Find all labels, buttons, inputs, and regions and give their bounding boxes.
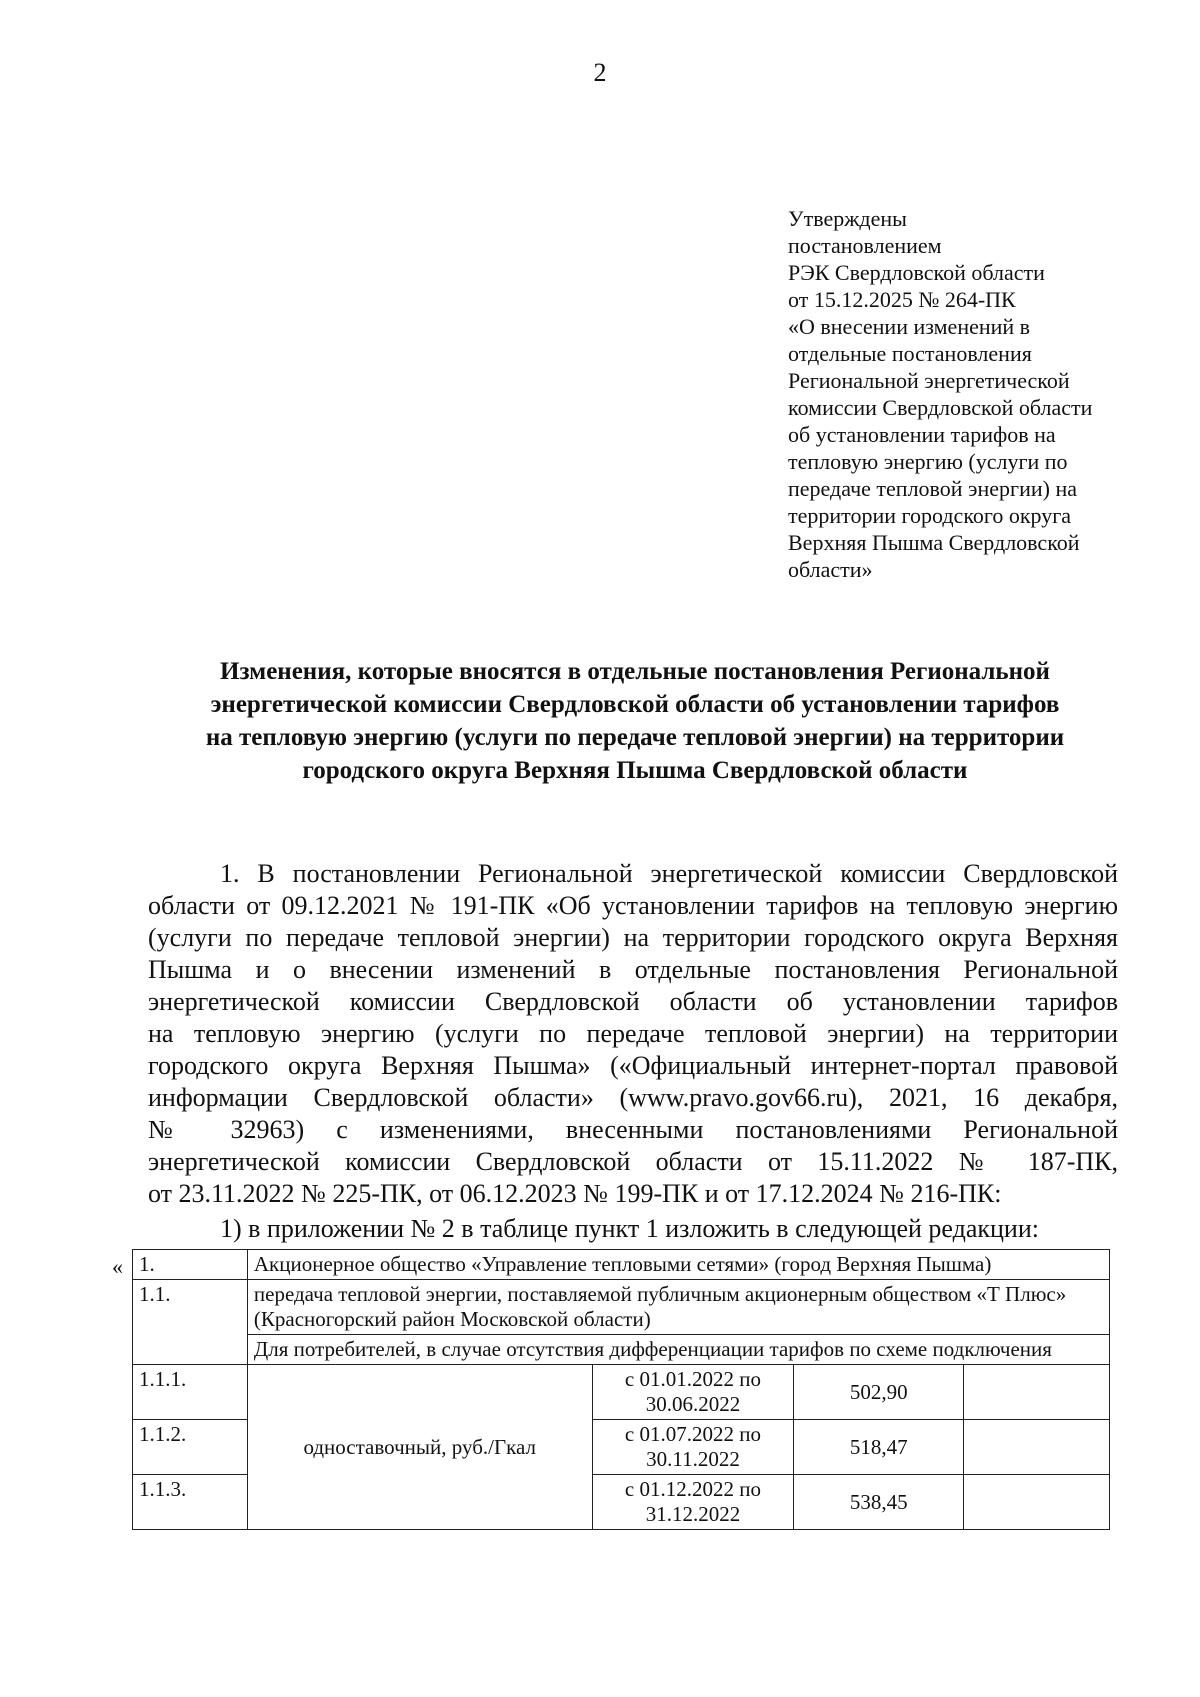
- paragraph-line: Пышма и о внесении изменений в отдельные постановления Региональной: [148, 955, 1118, 984]
- tariff-value: 538,45: [794, 1475, 964, 1530]
- period-cell: с 01.07.2022 по 30.11.2022: [592, 1420, 794, 1475]
- service-description: передача тепловой энергии, поставляемой публичным акционерным обществом «Т Плюс» (Красногорский район Московской области): [247, 1280, 1109, 1335]
- approval-line: постановлением: [788, 233, 942, 258]
- empty-cell: [964, 1475, 1110, 1530]
- empty-cell: [964, 1420, 1110, 1475]
- paragraph-line: на тепловую энергию (услуги по передаче тепловой энергии) на территории: [148, 1019, 1118, 1048]
- organization-name: Акционерное общество «Управление тепловыми сетями» (город Верхняя Пышма): [247, 1250, 1109, 1280]
- approval-line: территории городского округа: [788, 503, 1072, 528]
- opening-quote-mark: «: [112, 1254, 123, 1279]
- approval-line: «О внесении изменений в: [788, 314, 1031, 339]
- title-line: на тепловую энергию (услуги по передаче тепловой энергии) на территории: [205, 724, 1065, 751]
- row-number: 1.1.3.: [133, 1475, 248, 1530]
- main-paragraph: [148, 858, 1118, 1210]
- tariff-value: 502,90: [794, 1365, 964, 1420]
- table-row: [133, 1280, 1110, 1335]
- paragraph-line: № 32963) с изменениями, внесенными постановлениями Региональной: [148, 1115, 1118, 1144]
- approval-line: Утверждены: [788, 206, 907, 231]
- paragraph-line: от 23.11.2022 № 225-ПК, от 06.12.2023 № 199-ПК и от 17.12.2024 № 216-ПК:: [148, 1179, 1002, 1208]
- paragraph-line: области от 09.12.2021 № 191-ПК «Об установлении тарифов на тепловую энергию: [148, 891, 1118, 920]
- tariff-type: одноставочный, руб./Гкал: [247, 1365, 592, 1530]
- document-title: [140, 655, 1130, 787]
- title-line: городского округа Верхняя Пышма Свердловской области: [302, 757, 968, 784]
- paragraph-line: информации Свердловской области» (www.pravo.gov66.ru), 2021, 16 декабря,: [148, 1083, 1118, 1112]
- period-cell: с 01.01.2022 по 30.06.2022: [592, 1365, 794, 1420]
- row-number: 1.1.1.: [133, 1365, 248, 1420]
- paragraph-line: энергетической комиссии Свердловской области об установлении тарифов: [148, 987, 1118, 1016]
- paragraph-line: городского округа Верхняя Пышма» («Официальный интернет-портал правовой: [148, 1051, 1118, 1080]
- approval-block: [788, 205, 1148, 583]
- approval-line: от 15.12.2025 № 264-ПК: [788, 287, 1016, 312]
- paragraph-line: энергетической комиссии Свердловской области от 15.11.2022 № 187-ПК,: [148, 1147, 1118, 1176]
- title-line: энергетической комиссии Свердловской области об установлении тарифов: [210, 691, 1060, 718]
- consumer-category: Для потребителей, в случае отсутствия дифференциации тарифов по схеме подключения: [247, 1335, 1109, 1365]
- table-row: [133, 1250, 1110, 1280]
- approval-line: комиссии Свердловской области: [788, 395, 1093, 420]
- approval-line: Верхняя Пышма Свердловской: [788, 530, 1080, 555]
- approval-line: об установлении тарифов на: [788, 422, 1056, 447]
- table-row: [133, 1335, 1110, 1365]
- row-number: 1.: [133, 1250, 248, 1280]
- approval-line: области»: [788, 557, 873, 582]
- row-number: 1.1.2.: [133, 1420, 248, 1475]
- approval-line: Региональной энергетической: [788, 368, 1070, 393]
- table-row: [133, 1365, 1110, 1420]
- title-line: Изменения, которые вносятся в отдельные постановления Региональной: [220, 658, 1050, 685]
- period-cell: с 01.12.2022 по 31.12.2022: [592, 1475, 794, 1530]
- tariff-value: 518,47: [794, 1420, 964, 1475]
- tariff-table: [132, 1249, 1110, 1530]
- approval-line: передаче тепловой энергии) на: [788, 476, 1077, 501]
- row-number: 1.1.: [133, 1280, 248, 1365]
- approval-line: тепловую энергию (услуги по: [788, 449, 1068, 474]
- empty-cell: [964, 1365, 1110, 1420]
- subitem-instruction: 1) в приложении № 2 в таблице пункт 1 изложить в следующей редакции:: [220, 1214, 1039, 1243]
- paragraph-line: (услуги по передаче тепловой энергии) на территории городского округа Верхняя: [148, 923, 1118, 952]
- approval-line: РЭК Свердловской области: [788, 260, 1045, 285]
- page-number: 2: [593, 58, 607, 87]
- paragraph-line: 1. В постановлении Региональной энергетической комиссии Свердловской: [220, 859, 1118, 888]
- approval-line: отдельные постановления: [788, 341, 1032, 366]
